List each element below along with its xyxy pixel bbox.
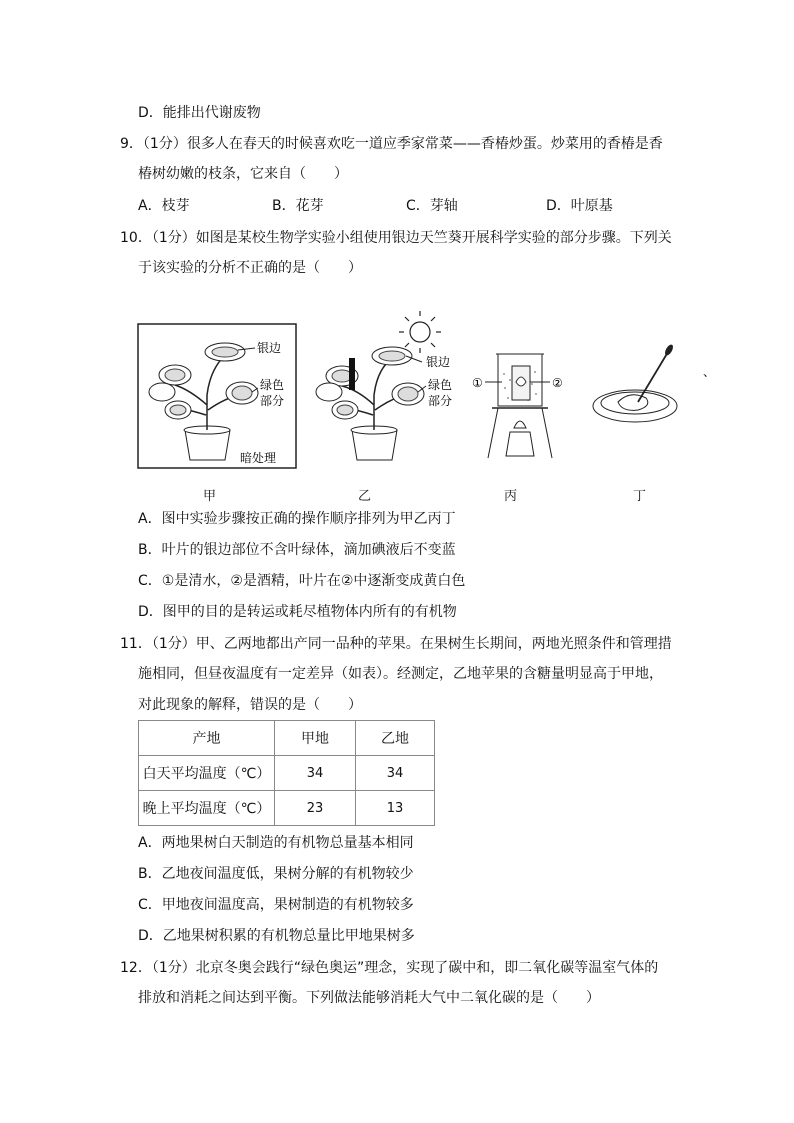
yi-label-yinbian: 银边	[426, 355, 451, 369]
q11-stem-line1: 11．（1分）甲、乙两地都出产同一品种的苹果。在果树生长期间，两地光照条件和管理措	[120, 636, 672, 652]
q11-option-d: D．乙地果树积累的有机物总量比甲地果树多	[138, 928, 415, 944]
experiment-figure	[130, 310, 716, 510]
q10-option-c: C．①是清水，②是酒精，叶片在②中逐渐变成黄白色	[138, 573, 466, 589]
q10-stem-line2: 于该实验的分析不正确的是（ ）	[138, 260, 362, 276]
q11-stem-line3: 对此现象的解释，错误的是（ ）	[138, 697, 362, 713]
yi-label-lvse: 绿色	[428, 378, 453, 392]
jia-label-yinbian: 银边	[257, 341, 282, 355]
q10-stem-line1: 10．（1分）如图是某校生物学实验小组使用银边天竺葵开展科学实验的部分步骤。下列关	[120, 230, 672, 246]
table-cell: 晚上平均温度（℃）	[139, 791, 275, 826]
q9-stem-line2: 椿树幼嫩的枝条，它来自（ ）	[138, 166, 348, 182]
q11-option-c: C．甲地夜间温度高，果树制造的有机物较多	[138, 897, 414, 913]
table-cell: 23	[275, 791, 356, 826]
figure-stray-mark: 、	[703, 365, 716, 379]
table-cell: 13	[356, 791, 435, 826]
jia-label-bufen: 部分	[260, 394, 285, 408]
figure-panel-yi	[316, 311, 452, 460]
table-header-cell: 乙地	[356, 721, 435, 756]
q11-option-b: B．乙地夜间温度低，果树分解的有机物较少	[138, 866, 414, 882]
table-header-row	[139, 721, 435, 756]
temperature-table	[138, 720, 435, 826]
q9-option-c: C．芽轴	[406, 198, 458, 214]
jia-label-anchuli: 暗处理	[240, 451, 277, 465]
yi-label-bufen: 部分	[428, 394, 453, 408]
table-cell: 34	[356, 756, 435, 791]
figure-panel-ding	[593, 343, 715, 422]
table-header-cell: 产地	[139, 721, 275, 756]
figure-caption-yi: 乙	[358, 489, 372, 504]
q10-option-a: A．图中实验步骤按正确的操作顺序排列为甲乙丙丁	[138, 511, 456, 527]
q9-option-d: D．叶原基	[546, 198, 613, 214]
bing-label-1: ①	[472, 376, 483, 390]
q9-option-b: B．花芽	[272, 198, 324, 214]
figure-panel-jia	[138, 324, 296, 468]
jia-label-lvse: 绿色	[260, 378, 285, 392]
q11-option-a: A．两地果树白天制造的有机物总量基本相同	[138, 835, 414, 851]
q12-stem-line2: 排放和消耗之间达到平衡。下列做法能够消耗大气中二氧化碳的是（ ）	[138, 990, 600, 1006]
q9-option-a: A．枝芽	[138, 198, 190, 214]
figure-caption-jia: 甲	[203, 489, 217, 504]
table-cell: 34	[275, 756, 356, 791]
table-row	[139, 756, 435, 791]
q9-stem-line1: 9．（1分）很多人在春天的时候喜欢吃一道应季家常菜——香椿炒蛋。炒菜用的香椿是香	[120, 136, 663, 152]
table-header-cell: 甲地	[275, 721, 356, 756]
table-cell: 白天平均温度（℃）	[139, 756, 275, 791]
bing-label-2: ②	[552, 376, 563, 390]
q8-option-d: D．能排出代谢废物	[138, 105, 261, 121]
q10-option-d: D．图甲的目的是转运或耗尽植物体内所有的有机物	[138, 604, 457, 620]
figure-panel-bing	[472, 354, 563, 458]
q11-stem-line2: 施相同，但昼夜温度有一定差异（如表）。经测定，乙地苹果的含糖量明显高于甲地，	[138, 666, 663, 682]
figure-caption-ding: 丁	[633, 489, 647, 504]
figure-caption-bing: 丙	[504, 489, 518, 504]
q12-stem-line1: 12．（1分）北京冬奥会践行“绿色奥运”理念，实现了碳中和，即二氧化碳等温室气体的	[120, 960, 659, 976]
q10-option-b: B．叶片的银边部位不含叶绿体，滴加碘液后不变蓝	[138, 542, 456, 558]
table-row	[139, 791, 435, 826]
